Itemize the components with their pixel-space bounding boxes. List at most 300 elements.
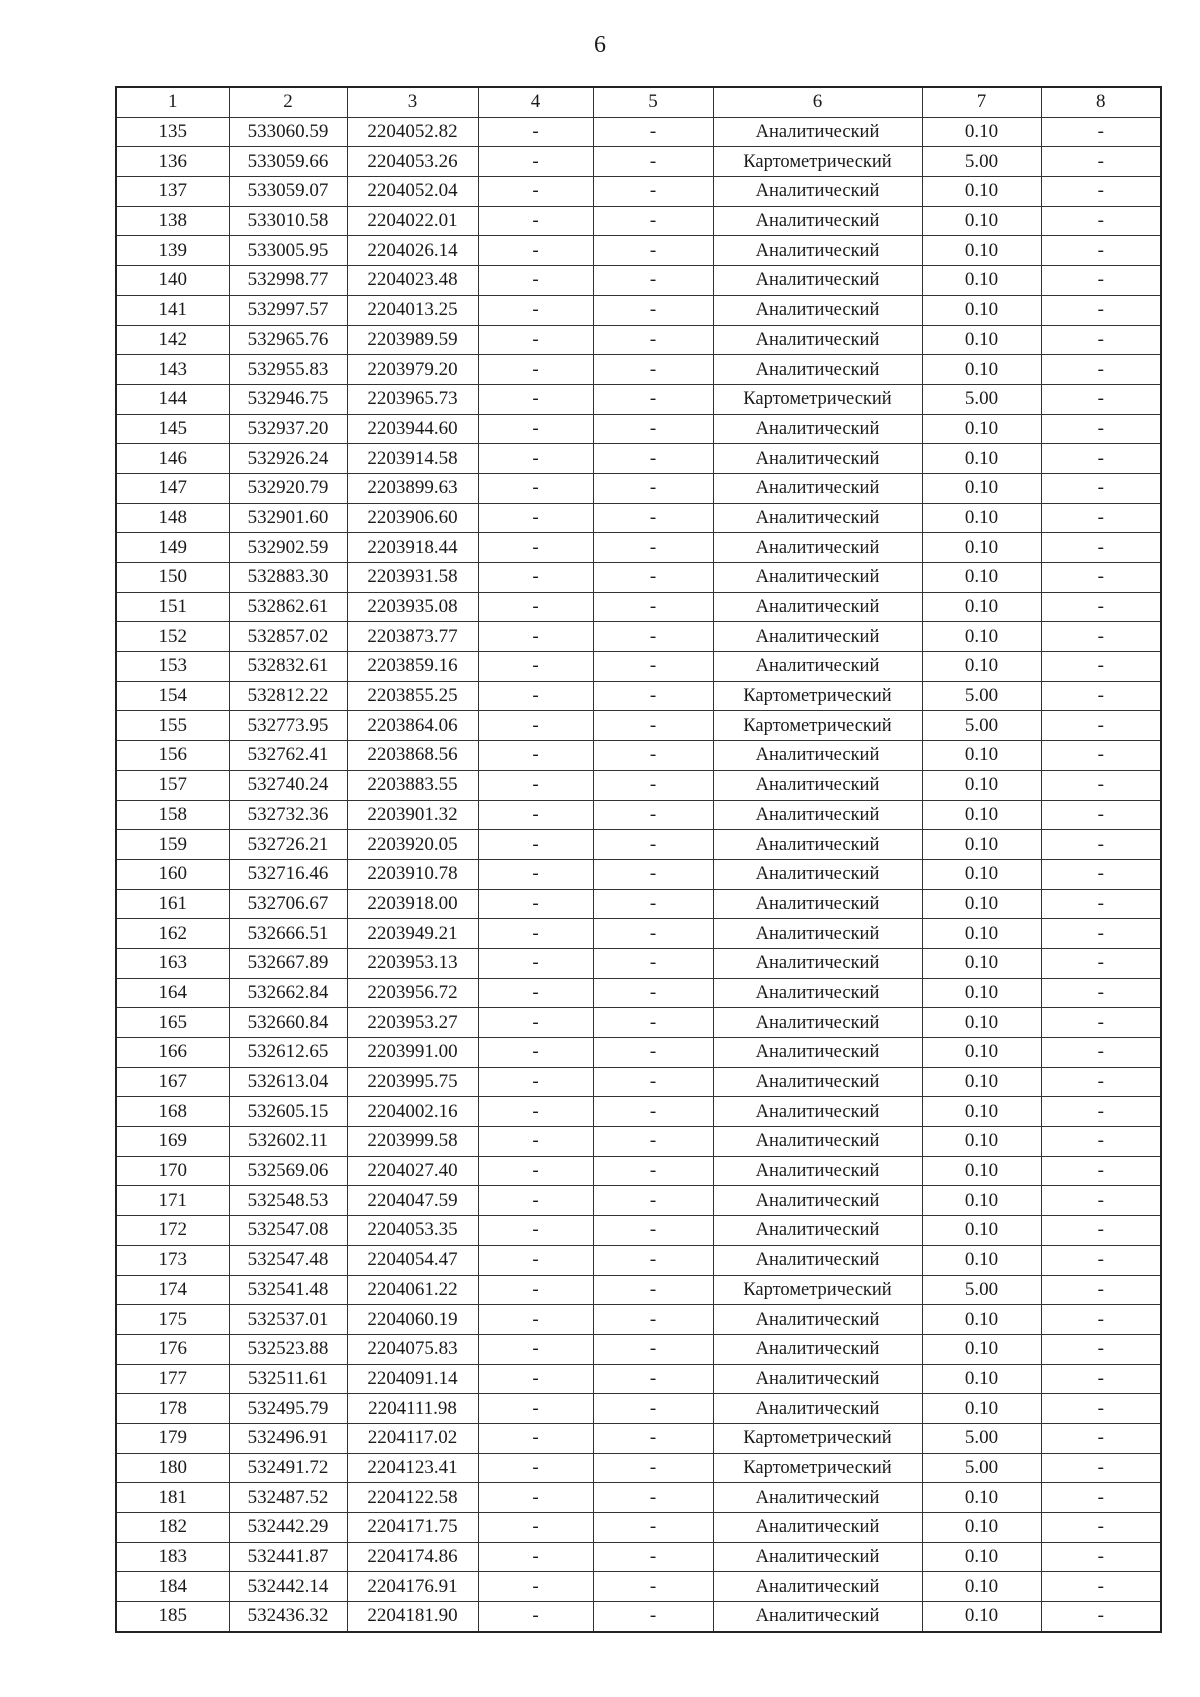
table-cell-col-3: 2203918.44 — [347, 533, 478, 563]
table-cell-col-2: 532487.52 — [229, 1483, 347, 1513]
table-row — [116, 741, 1161, 771]
table-cell-col-1: 138 — [116, 206, 229, 236]
table-cell-col-5: - — [593, 919, 713, 949]
table-cell-col-4: - — [478, 741, 593, 771]
table-cell-col-4: - — [478, 711, 593, 741]
column-header-5: 5 — [593, 87, 713, 117]
table-cell-col-3: 2204181.90 — [347, 1602, 478, 1632]
table-cell-col-5: - — [593, 1423, 713, 1453]
table-cell-col-8: - — [1041, 1305, 1161, 1335]
table-cell-col-1: 181 — [116, 1483, 229, 1513]
table-cell-col-2: 533059.66 — [229, 147, 347, 177]
table-cell-col-3: 2203914.58 — [347, 444, 478, 474]
table-cell-col-7: 5.00 — [922, 147, 1041, 177]
table-cell-col-7: 0.10 — [922, 1245, 1041, 1275]
table-cell-col-2: 533010.58 — [229, 206, 347, 236]
table-cell-col-3: 2204054.47 — [347, 1245, 478, 1275]
table-row — [116, 1305, 1161, 1335]
table-row — [116, 1423, 1161, 1453]
table-cell-col-4: - — [478, 948, 593, 978]
table-cell-col-4: - — [478, 1602, 593, 1632]
table-cell-col-8: - — [1041, 830, 1161, 860]
table-row — [116, 384, 1161, 414]
column-header-3: 3 — [347, 87, 478, 117]
table-cell-col-6: Аналитический — [713, 1127, 922, 1157]
table-cell-col-8: - — [1041, 1097, 1161, 1127]
table-cell-col-6: Картометрический — [713, 1275, 922, 1305]
table-cell-col-3: 2203953.27 — [347, 1008, 478, 1038]
table-cell-col-1: 140 — [116, 266, 229, 296]
table-cell-col-5: - — [593, 1305, 713, 1335]
table-cell-col-3: 2204171.75 — [347, 1513, 478, 1543]
table-cell-col-2: 532901.60 — [229, 503, 347, 533]
table-cell-col-3: 2203979.20 — [347, 355, 478, 385]
table-cell-col-3: 2204013.25 — [347, 295, 478, 325]
table-cell-col-2: 532706.67 — [229, 889, 347, 919]
table-cell-col-5: - — [593, 622, 713, 652]
table-cell-col-2: 532773.95 — [229, 711, 347, 741]
table-cell-col-1: 172 — [116, 1216, 229, 1246]
table-cell-col-4: - — [478, 1305, 593, 1335]
table-cell-col-1: 145 — [116, 414, 229, 444]
table-cell-col-7: 0.10 — [922, 1038, 1041, 1068]
table-cell-col-7: 0.10 — [922, 236, 1041, 266]
table-cell-col-6: Картометрический — [713, 1423, 922, 1453]
table-cell-col-4: - — [478, 206, 593, 236]
table-cell-col-4: - — [478, 1127, 593, 1157]
table-cell-col-3: 2204176.91 — [347, 1572, 478, 1602]
table-cell-col-6: Аналитический — [713, 1245, 922, 1275]
table-cell-col-7: 0.10 — [922, 800, 1041, 830]
table-cell-col-3: 2204022.01 — [347, 206, 478, 236]
table-cell-col-5: - — [593, 1186, 713, 1216]
table-cell-col-7: 0.10 — [922, 859, 1041, 889]
table-cell-col-4: - — [478, 1572, 593, 1602]
table-cell-col-8: - — [1041, 1513, 1161, 1543]
table-cell-col-4: - — [478, 1453, 593, 1483]
table-cell-col-4: - — [478, 147, 593, 177]
table-cell-col-6: Аналитический — [713, 1394, 922, 1424]
table-cell-col-6: Аналитический — [713, 592, 922, 622]
table-cell-col-1: 175 — [116, 1305, 229, 1335]
table-cell-col-1: 169 — [116, 1127, 229, 1157]
table-cell-col-3: 2204053.26 — [347, 147, 478, 177]
table-cell-col-1: 156 — [116, 741, 229, 771]
table-cell-col-8: - — [1041, 1127, 1161, 1157]
table-cell-col-2: 532496.91 — [229, 1423, 347, 1453]
table-cell-col-8: - — [1041, 1245, 1161, 1275]
table-cell-col-7: 0.10 — [922, 563, 1041, 593]
table-header-row — [116, 87, 1161, 117]
table-cell-col-5: - — [593, 948, 713, 978]
table-cell-col-5: - — [593, 830, 713, 860]
table-cell-col-7: 0.10 — [922, 978, 1041, 1008]
table-cell-col-1: 155 — [116, 711, 229, 741]
table-row — [116, 1602, 1161, 1632]
table-cell-col-6: Аналитический — [713, 295, 922, 325]
table-cell-col-2: 532511.61 — [229, 1364, 347, 1394]
table-cell-col-1: 177 — [116, 1364, 229, 1394]
table-cell-col-5: - — [593, 1364, 713, 1394]
table-row — [116, 414, 1161, 444]
table-cell-col-8: - — [1041, 1275, 1161, 1305]
table-cell-col-1: 176 — [116, 1334, 229, 1364]
table-cell-col-7: 5.00 — [922, 384, 1041, 414]
table-cell-col-7: 0.10 — [922, 1127, 1041, 1157]
table-cell-col-1: 154 — [116, 681, 229, 711]
table-cell-col-2: 532732.36 — [229, 800, 347, 830]
table-row — [116, 800, 1161, 830]
table-cell-col-2: 532662.84 — [229, 978, 347, 1008]
table-cell-col-5: - — [593, 384, 713, 414]
table-cell-col-2: 532666.51 — [229, 919, 347, 949]
table-cell-col-4: - — [478, 177, 593, 207]
table-cell-col-4: - — [478, 1542, 593, 1572]
table-cell-col-5: - — [593, 1275, 713, 1305]
table-cell-col-5: - — [593, 711, 713, 741]
table-cell-col-6: Аналитический — [713, 1513, 922, 1543]
table-cell-col-7: 0.10 — [922, 622, 1041, 652]
table-cell-col-5: - — [593, 1334, 713, 1364]
table-cell-col-1: 168 — [116, 1097, 229, 1127]
table-cell-col-8: - — [1041, 325, 1161, 355]
table-cell-col-5: - — [593, 1156, 713, 1186]
table-cell-col-6: Аналитический — [713, 1305, 922, 1335]
table-cell-col-1: 143 — [116, 355, 229, 385]
table-cell-col-6: Аналитический — [713, 266, 922, 296]
table-cell-col-5: - — [593, 1097, 713, 1127]
table-row — [116, 978, 1161, 1008]
table-cell-col-3: 2203918.00 — [347, 889, 478, 919]
table-cell-col-2: 532726.21 — [229, 830, 347, 860]
table-cell-col-2: 532883.30 — [229, 563, 347, 593]
table-cell-col-7: 0.10 — [922, 444, 1041, 474]
table-cell-col-6: Аналитический — [713, 1067, 922, 1097]
table-row — [116, 1334, 1161, 1364]
table-cell-col-6: Аналитический — [713, 236, 922, 266]
table-cell-col-5: - — [593, 770, 713, 800]
table-cell-col-8: - — [1041, 473, 1161, 503]
table-row — [116, 1245, 1161, 1275]
table-cell-col-4: - — [478, 1394, 593, 1424]
table-row — [116, 919, 1161, 949]
table-row — [116, 1572, 1161, 1602]
table-cell-col-1: 179 — [116, 1423, 229, 1453]
table-cell-col-4: - — [478, 473, 593, 503]
table-cell-col-2: 532902.59 — [229, 533, 347, 563]
table-row — [116, 1216, 1161, 1246]
table-cell-col-1: 170 — [116, 1156, 229, 1186]
table-row — [116, 1364, 1161, 1394]
table-cell-col-8: - — [1041, 147, 1161, 177]
table-cell-col-7: 0.10 — [922, 830, 1041, 860]
table-cell-col-5: - — [593, 741, 713, 771]
table-cell-col-8: - — [1041, 741, 1161, 771]
table-cell-col-8: - — [1041, 1038, 1161, 1068]
table-cell-col-4: - — [478, 1216, 593, 1246]
table-cell-col-2: 532955.83 — [229, 355, 347, 385]
table-cell-col-3: 2203949.21 — [347, 919, 478, 949]
table-row — [116, 770, 1161, 800]
table-cell-col-7: 0.10 — [922, 503, 1041, 533]
table-cell-col-6: Аналитический — [713, 652, 922, 682]
table-cell-col-7: 0.10 — [922, 1008, 1041, 1038]
table-cell-col-7: 5.00 — [922, 1453, 1041, 1483]
table-cell-col-2: 532612.65 — [229, 1038, 347, 1068]
table-cell-col-7: 0.10 — [922, 1186, 1041, 1216]
table-cell-col-5: - — [593, 533, 713, 563]
table-cell-col-5: - — [593, 206, 713, 236]
table-cell-col-2: 532832.61 — [229, 652, 347, 682]
table-cell-col-4: - — [478, 444, 593, 474]
table-cell-col-1: 178 — [116, 1394, 229, 1424]
table-cell-col-2: 532548.53 — [229, 1186, 347, 1216]
table-cell-col-3: 2204053.35 — [347, 1216, 478, 1246]
table-cell-col-2: 532569.06 — [229, 1156, 347, 1186]
table-cell-col-5: - — [593, 1453, 713, 1483]
table-cell-col-6: Аналитический — [713, 830, 922, 860]
table-cell-col-6: Аналитический — [713, 206, 922, 236]
table-cell-col-6: Картометрический — [713, 681, 922, 711]
table-cell-col-8: - — [1041, 266, 1161, 296]
table-cell-col-5: - — [593, 355, 713, 385]
table-cell-col-6: Аналитический — [713, 563, 922, 593]
table-row — [116, 1275, 1161, 1305]
table-cell-col-3: 2204026.14 — [347, 236, 478, 266]
table-cell-col-8: - — [1041, 533, 1161, 563]
table-cell-col-3: 2203991.00 — [347, 1038, 478, 1068]
table-cell-col-6: Аналитический — [713, 1008, 922, 1038]
table-cell-col-6: Аналитический — [713, 355, 922, 385]
table-cell-col-5: - — [593, 266, 713, 296]
table-cell-col-5: - — [593, 563, 713, 593]
table-cell-col-4: - — [478, 859, 593, 889]
table-cell-col-3: 2203883.55 — [347, 770, 478, 800]
page-number: 6 — [594, 32, 606, 58]
table-cell-col-2: 533060.59 — [229, 117, 347, 147]
table-row — [116, 266, 1161, 296]
table-cell-col-8: - — [1041, 1542, 1161, 1572]
table-cell-col-3: 2203906.60 — [347, 503, 478, 533]
table-cell-col-3: 2203910.78 — [347, 859, 478, 889]
table-cell-col-1: 139 — [116, 236, 229, 266]
table-cell-col-7: 0.10 — [922, 1602, 1041, 1632]
table-cell-col-4: - — [478, 592, 593, 622]
table-cell-col-7: 0.10 — [922, 1156, 1041, 1186]
table-cell-col-1: 165 — [116, 1008, 229, 1038]
table-row — [116, 295, 1161, 325]
table-cell-col-5: - — [593, 147, 713, 177]
table-cell-col-7: 5.00 — [922, 681, 1041, 711]
table-cell-col-7: 0.10 — [922, 473, 1041, 503]
table-cell-col-1: 148 — [116, 503, 229, 533]
table-cell-col-6: Аналитический — [713, 1483, 922, 1513]
table-row — [116, 236, 1161, 266]
table-cell-col-1: 157 — [116, 770, 229, 800]
table-cell-col-1: 150 — [116, 563, 229, 593]
table-cell-col-6: Аналитический — [713, 473, 922, 503]
table-cell-col-7: 0.10 — [922, 592, 1041, 622]
table-cell-col-1: 151 — [116, 592, 229, 622]
table-cell-col-5: - — [593, 859, 713, 889]
table-cell-col-7: 0.10 — [922, 1542, 1041, 1572]
table-cell-col-3: 2204174.86 — [347, 1542, 478, 1572]
table-row — [116, 1067, 1161, 1097]
table-cell-col-8: - — [1041, 1067, 1161, 1097]
table-cell-col-2: 532523.88 — [229, 1334, 347, 1364]
table-row — [116, 117, 1161, 147]
table-row — [116, 1453, 1161, 1483]
table-cell-col-8: - — [1041, 1008, 1161, 1038]
table-cell-col-8: - — [1041, 1216, 1161, 1246]
column-header-7: 7 — [922, 87, 1041, 117]
table-cell-col-1: 180 — [116, 1453, 229, 1483]
table-cell-col-5: - — [593, 681, 713, 711]
table-cell-col-2: 532716.46 — [229, 859, 347, 889]
table-row — [116, 681, 1161, 711]
table-cell-col-8: - — [1041, 1364, 1161, 1394]
table-row — [116, 533, 1161, 563]
table-cell-col-3: 2203995.75 — [347, 1067, 478, 1097]
table-cell-col-5: - — [593, 473, 713, 503]
table-row — [116, 355, 1161, 385]
table-cell-col-3: 2203873.77 — [347, 622, 478, 652]
table-cell-col-3: 2204075.83 — [347, 1334, 478, 1364]
table-cell-col-2: 532491.72 — [229, 1453, 347, 1483]
table-cell-col-1: 163 — [116, 948, 229, 978]
table-cell-col-3: 2204122.58 — [347, 1483, 478, 1513]
table-cell-col-5: - — [593, 1127, 713, 1157]
table-cell-col-4: - — [478, 1275, 593, 1305]
table-cell-col-4: - — [478, 266, 593, 296]
table-cell-col-6: Аналитический — [713, 1097, 922, 1127]
table-cell-col-4: - — [478, 563, 593, 593]
table-row — [116, 177, 1161, 207]
table-cell-col-8: - — [1041, 889, 1161, 919]
table-cell-col-6: Аналитический — [713, 889, 922, 919]
table-cell-col-5: - — [593, 1038, 713, 1068]
table-cell-col-7: 0.10 — [922, 177, 1041, 207]
table-cell-col-2: 532965.76 — [229, 325, 347, 355]
table-row — [116, 473, 1161, 503]
table-cell-col-7: 0.10 — [922, 1513, 1041, 1543]
table-row — [116, 859, 1161, 889]
table-cell-col-5: - — [593, 1602, 713, 1632]
table-cell-col-6: Аналитический — [713, 1156, 922, 1186]
table-cell-col-8: - — [1041, 414, 1161, 444]
table-cell-col-4: - — [478, 1156, 593, 1186]
table-body — [116, 87, 1161, 1632]
table-cell-col-3: 2204111.98 — [347, 1394, 478, 1424]
table-cell-col-8: - — [1041, 1394, 1161, 1424]
table-row — [116, 1513, 1161, 1543]
table-cell-col-6: Аналитический — [713, 1602, 922, 1632]
table-cell-col-7: 0.10 — [922, 295, 1041, 325]
table-cell-col-8: - — [1041, 384, 1161, 414]
table-cell-col-8: - — [1041, 206, 1161, 236]
table-cell-col-6: Аналитический — [713, 444, 922, 474]
table-cell-col-4: - — [478, 117, 593, 147]
table-cell-col-4: - — [478, 830, 593, 860]
table-cell-col-3: 2203899.63 — [347, 473, 478, 503]
table-cell-col-2: 532920.79 — [229, 473, 347, 503]
table-cell-col-1: 144 — [116, 384, 229, 414]
table-cell-col-4: - — [478, 355, 593, 385]
table-cell-col-3: 2203956.72 — [347, 978, 478, 1008]
table-cell-col-6: Картометрический — [713, 384, 922, 414]
table-cell-col-1: 159 — [116, 830, 229, 860]
table-cell-col-8: - — [1041, 919, 1161, 949]
table-cell-col-6: Аналитический — [713, 1364, 922, 1394]
table-cell-col-4: - — [478, 1245, 593, 1275]
table-cell-col-1: 141 — [116, 295, 229, 325]
table-cell-col-7: 0.10 — [922, 355, 1041, 385]
table-cell-col-6: Аналитический — [713, 1334, 922, 1364]
table-cell-col-2: 532495.79 — [229, 1394, 347, 1424]
table-cell-col-7: 0.10 — [922, 117, 1041, 147]
table-cell-col-7: 5.00 — [922, 711, 1041, 741]
column-header-6: 6 — [713, 87, 922, 117]
table-cell-col-5: - — [593, 1245, 713, 1275]
table-cell-col-3: 2204047.59 — [347, 1186, 478, 1216]
table-cell-col-8: - — [1041, 592, 1161, 622]
table-cell-col-1: 174 — [116, 1275, 229, 1305]
table-row — [116, 889, 1161, 919]
table-cell-col-3: 2204123.41 — [347, 1453, 478, 1483]
table-cell-col-1: 161 — [116, 889, 229, 919]
table-cell-col-2: 532441.87 — [229, 1542, 347, 1572]
table-cell-col-6: Картометрический — [713, 1453, 922, 1483]
table-row — [116, 1097, 1161, 1127]
table-cell-col-6: Аналитический — [713, 919, 922, 949]
table-cell-col-2: 532605.15 — [229, 1097, 347, 1127]
table-cell-col-7: 5.00 — [922, 1423, 1041, 1453]
table-cell-col-5: - — [593, 1008, 713, 1038]
table-cell-col-6: Аналитический — [713, 770, 922, 800]
table-cell-col-2: 532541.48 — [229, 1275, 347, 1305]
table-cell-col-2: 532547.48 — [229, 1245, 347, 1275]
table-cell-col-4: - — [478, 414, 593, 444]
table-cell-col-8: - — [1041, 444, 1161, 474]
column-header-4: 4 — [478, 87, 593, 117]
table-cell-col-2: 532442.29 — [229, 1513, 347, 1543]
table-cell-col-2: 533059.07 — [229, 177, 347, 207]
table-cell-col-2: 532946.75 — [229, 384, 347, 414]
table-cell-col-3: 2204091.14 — [347, 1364, 478, 1394]
table-cell-col-3: 2203868.56 — [347, 741, 478, 771]
table-cell-col-6: Аналитический — [713, 503, 922, 533]
table-cell-col-4: - — [478, 1423, 593, 1453]
table-row — [116, 1186, 1161, 1216]
table-cell-col-6: Аналитический — [713, 533, 922, 563]
table-cell-col-2: 532740.24 — [229, 770, 347, 800]
table-row — [116, 622, 1161, 652]
table-cell-col-3: 2204060.19 — [347, 1305, 478, 1335]
table-cell-col-6: Аналитический — [713, 1038, 922, 1068]
table-cell-col-2: 532926.24 — [229, 444, 347, 474]
table-row — [116, 503, 1161, 533]
table-row — [116, 1156, 1161, 1186]
table-row — [116, 652, 1161, 682]
table-cell-col-5: - — [593, 503, 713, 533]
table-cell-col-4: - — [478, 1364, 593, 1394]
table-cell-col-7: 0.10 — [922, 266, 1041, 296]
table-cell-col-4: - — [478, 533, 593, 563]
table-cell-col-5: - — [593, 978, 713, 1008]
table-cell-col-8: - — [1041, 1453, 1161, 1483]
table-cell-col-5: - — [593, 177, 713, 207]
table-cell-col-5: - — [593, 117, 713, 147]
